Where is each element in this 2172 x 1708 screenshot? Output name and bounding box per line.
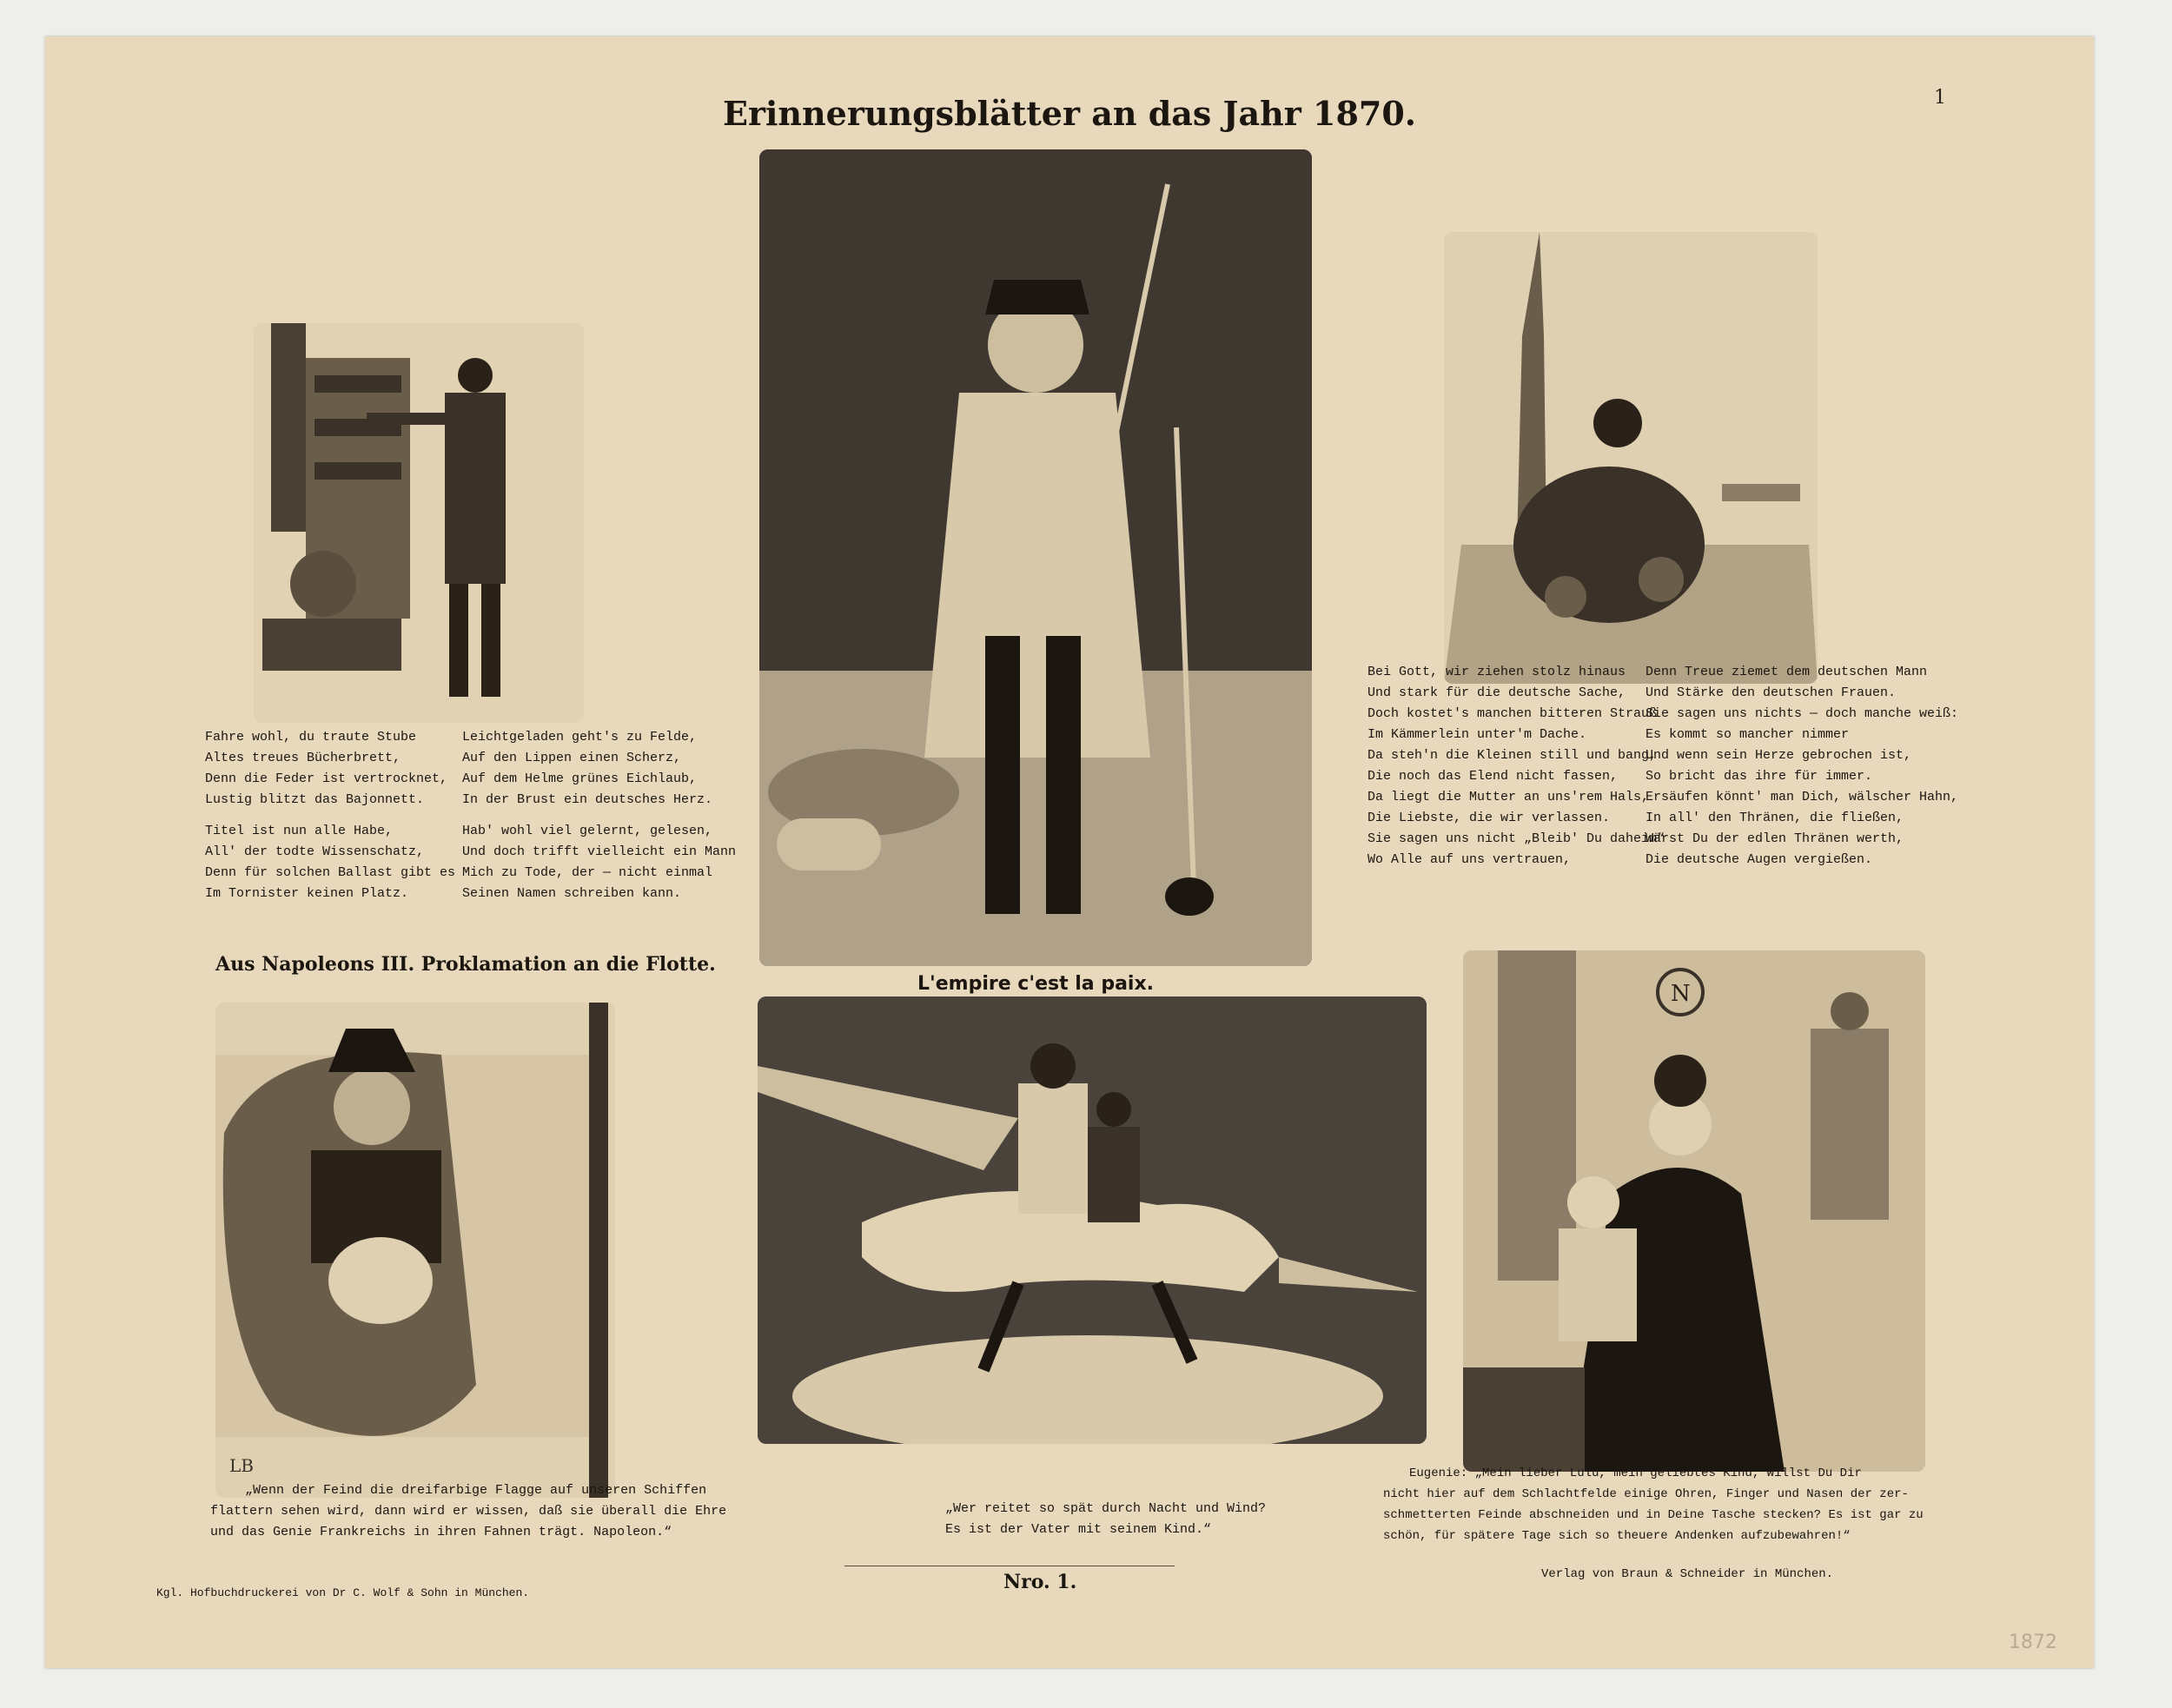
pencil-note: 1872 xyxy=(2009,1632,2057,1653)
center-caption: L'empire c'est la paix. xyxy=(917,973,1154,995)
poem-line: Bei Gott, wir ziehen stolz hinaus xyxy=(1367,665,1626,679)
quote-line: schön, für spätere Tage sich so theuere Andenken aufzubewahren!“ xyxy=(1383,1529,1851,1543)
quote-line: und das Genie Frankreichs in ihren Fahnen trägt. Napoleon.“ xyxy=(210,1525,672,1539)
loving-mother-engraving xyxy=(1463,950,1925,1472)
poem-line: So bricht das ihre für immer. xyxy=(1646,769,1873,784)
poem-line: Wärst Du der edlen Thränen werth, xyxy=(1646,831,1904,846)
poem-line: Denn für solchen Ballast gibt es xyxy=(205,865,456,880)
poem-line: Und doch trifft vielleicht ein Mann xyxy=(462,844,737,859)
issue-number: Nro. 1. xyxy=(1003,1571,1077,1593)
poem-line: In all' den Thränen, die fließen, xyxy=(1646,811,1904,825)
print-sheet xyxy=(45,36,2094,1668)
quote-line: flattern sehen wird, dann wird er wissen, daß sie überall die Ehre xyxy=(210,1504,727,1519)
stanza-gap xyxy=(462,811,736,821)
poem-line: Denn die Feder ist vertrocknet, xyxy=(205,771,448,786)
poem-soldier-left xyxy=(205,727,455,904)
napoleon-heading: Aus Napoleons III. Proklamation an die Flotte. xyxy=(215,953,716,976)
artist-monogram: LB xyxy=(229,1455,254,1476)
poem-line: Titel ist nun alle Habe, xyxy=(205,824,394,838)
poem-line: Altes treues Bücherbrett, xyxy=(205,751,401,765)
poem-soldier-right xyxy=(462,727,736,904)
poem-line: Leichtgeladen geht's zu Felde, xyxy=(462,730,698,745)
poem-line: Auf den Lippen einen Scherz, xyxy=(462,751,682,765)
mother-quote xyxy=(1383,1463,1924,1546)
poem-line: Denn Treue ziemet dem deutschen Mann xyxy=(1646,665,1928,679)
quote-line: Eugenie: „Mein lieber Lulu, mein geliebtes Kind, willst Du Dir xyxy=(1409,1466,1862,1480)
poem-line: Ersäufen könnt' man Dich, wälscher Hahn, xyxy=(1646,790,1959,804)
night-rider-engraving xyxy=(758,996,1427,1444)
illustration-napoleon-flag xyxy=(215,1003,615,1498)
poem-line: Doch kostet's manchen bitteren Strauß xyxy=(1367,706,1658,721)
page-number: 1 xyxy=(1934,87,1946,109)
poem-line: Und wenn sein Herze gebrochen ist, xyxy=(1646,748,1912,763)
quote-line: schmetterten Feinde abschneiden und in Deine Tasche stecken? Es ist gar zu xyxy=(1383,1508,1924,1522)
rider-quote xyxy=(945,1499,1266,1540)
sheet-title: Erinnerungsblätter an das Jahr 1870. xyxy=(722,94,1417,133)
poem-line: Lustig blitzt das Bajonnett. xyxy=(205,792,425,807)
stanza-gap xyxy=(205,811,455,821)
illustration-skeleton xyxy=(759,149,1312,966)
poem-line: Im Kämmerlein unter'm Dache. xyxy=(1367,727,1587,742)
quote-line: „Wer reitet so spät durch Nacht und Wind? xyxy=(945,1501,1267,1516)
poem-line: Und stark für die deutsche Sache, xyxy=(1367,685,1626,700)
printer-imprint: Kgl. Hofbuchdruckerei von Dr C. Wolf & Sohn in München. xyxy=(156,1586,530,1599)
illustration-loving-mother xyxy=(1463,950,1925,1472)
poem-line: Sie sagen uns nicht „Bleib' Du daheim“ xyxy=(1367,831,1665,846)
illustration-family-farewell xyxy=(1444,232,1818,684)
medallion-letter: N xyxy=(1671,981,1691,1007)
poem-line: Seinen Namen schreiben kann. xyxy=(462,886,682,901)
poem-line: Hab' wohl viel gelernt, gelesen, xyxy=(462,824,713,838)
poem-line: Sie sagen uns nichts — doch manche weiß: xyxy=(1646,706,1959,721)
quote-line: „Wenn der Feind die dreifarbige Flagge auf unseren Schiffen xyxy=(245,1483,707,1498)
publisher-imprint: Verlag von Braun & Schneider in München. xyxy=(1541,1567,1834,1581)
poem-line: Und Stärke den deutschen Frauen. xyxy=(1646,685,1897,700)
poem-line: Wo Alle auf uns vertrauen, xyxy=(1367,852,1572,867)
poem-line: Im Tornister keinen Platz. xyxy=(205,886,409,901)
quote-line: Es ist der Vater mit seinem Kind.“ xyxy=(945,1522,1212,1537)
poem-line: Die noch das Elend nicht fassen, xyxy=(1367,769,1619,784)
poem-line: Auf dem Helme grünes Eichlaub, xyxy=(462,771,698,786)
napoleon-flag-engraving xyxy=(215,1003,615,1498)
quote-line: nicht hier auf dem Schlachtfelde einige Ohren, Finger und Nasen der zer- xyxy=(1383,1487,1909,1501)
poem-line: Die deutsche Augen vergießen. xyxy=(1646,852,1873,867)
poem-line: Es kommt so mancher nimmer xyxy=(1646,727,1850,742)
poem-line: Mich zu Tode, der — nicht einmal xyxy=(462,865,713,880)
illustration-soldier-study xyxy=(254,323,584,723)
soldier-study-engraving xyxy=(254,323,584,723)
poem-line: In der Brust ein deutsches Herz. xyxy=(462,792,713,807)
poem-line: Da liegt die Mutter an uns'rem Hals, xyxy=(1367,790,1650,804)
poem-line: All' der todte Wissenschatz, xyxy=(205,844,425,859)
poem-line: Da steh'n die Kleinen still und bang, xyxy=(1367,748,1658,763)
poem-family-left xyxy=(1367,662,1665,871)
poem-line: Die Liebste, die wir verlassen. xyxy=(1367,811,1611,825)
poem-family-right xyxy=(1646,662,1958,871)
poem-line: Fahre wohl, du traute Stube xyxy=(205,730,417,745)
napoleon-quote xyxy=(210,1480,726,1543)
family-farewell-engraving xyxy=(1444,232,1818,684)
illustration-night-rider xyxy=(758,996,1427,1444)
skeleton-engraving xyxy=(759,149,1312,966)
